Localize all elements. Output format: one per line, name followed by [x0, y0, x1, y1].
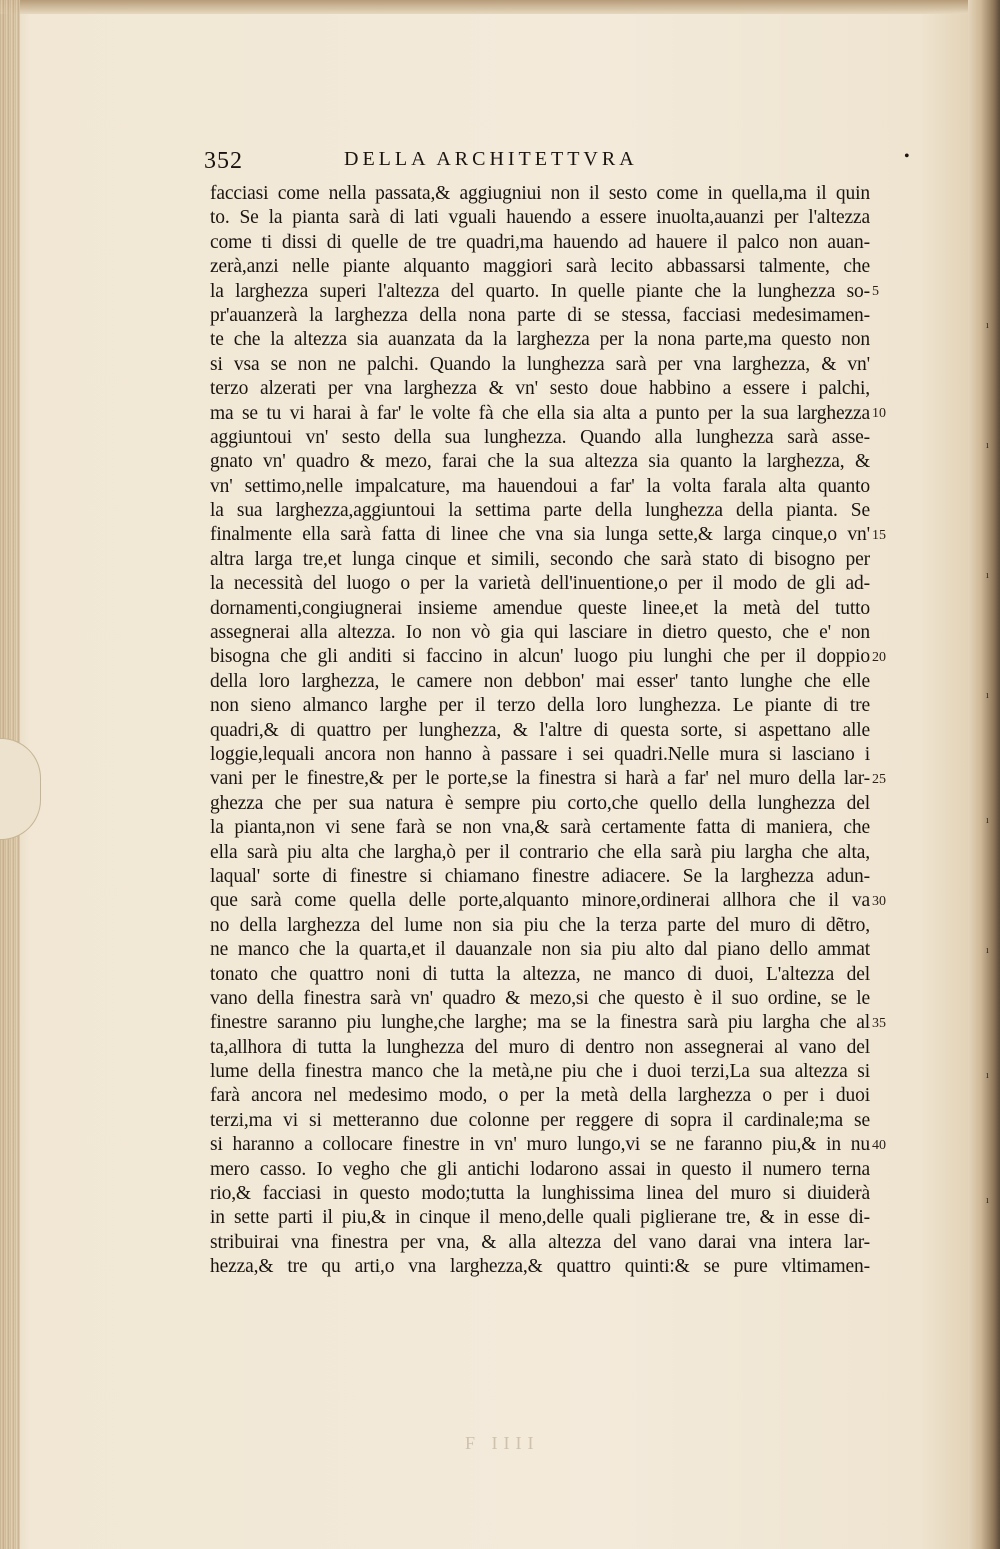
line-number: 40: [872, 1137, 886, 1153]
text-line: vani per le finestre,& per le porte,se la finestra si harà a far' nel muro della lar-: [210, 768, 870, 790]
line-number-margin: [872, 0, 902, 1549]
text-line: della loro larghezza, le camere non debbon' mai esser' tanto lunghe che elle: [210, 670, 870, 692]
text-line: vano della finestra sarà vn' quadro & mezo,si che questo è il suo ordine, se le: [210, 987, 870, 1009]
text-line: la larghezza superi l'altezza del quarto. In quelle piante che la lunghezza so-: [210, 280, 870, 302]
line-number: 25: [872, 771, 886, 787]
text-line: la pianta,non vi sene farà se non vna,& sarà certamente fatta di maniera, che: [210, 817, 870, 839]
text-line: stribuirai vna finestra per vna, & alla altezza del vano darai vna intera lar-: [210, 1231, 870, 1253]
text-line: non sieno almanco larghe per il terzo della loro lunghezza. Le piante di tre: [210, 695, 870, 717]
text-line: finestre saranno piu lunghe,che larghe; ma se la finestra sarà piu largha che al: [210, 1012, 870, 1034]
text-line: si vsa se non ne palchi. Quando la lunghezza sarà per vna larghezza, & vn': [210, 353, 870, 375]
line-number: 35: [872, 1015, 886, 1031]
printed-page: [180, 140, 910, 1453]
edge-mark: ı: [986, 570, 989, 581]
text-line: hezza,& tre qu arti,o vna larghezza,& quattro quinti:& se pure vltimamen-: [210, 1256, 870, 1278]
text-line: in sette parti il piu,& in cinque il meno,delle quali piglierane tre, & in esse di-: [210, 1207, 870, 1229]
edge-mark: ı: [986, 320, 989, 331]
text-line: que sarà come quella delle porte,alquanto minore,ordinerai allhora che il va: [210, 890, 870, 912]
text-line: loggie,lequali ancora non hanno à passare i sei quadri.Nelle mura si lasciano i: [210, 743, 870, 765]
edge-mark: ı: [986, 440, 989, 451]
text-line: finalmente ella sarà fatta di linee che vna sia lunga sette,& larga cinque,o vn': [210, 524, 870, 546]
page-top-edge: [0, 0, 1000, 14]
signature-mark: F IIII: [465, 1433, 540, 1453]
body-text: [210, 182, 870, 1280]
text-line: terzo alzerati per vna larghezza & vn' sesto doue habbino a essere i palchi,: [210, 378, 870, 400]
text-line: quadri,& di quattro per lunghezza, & l'altre di questa sorte, si aspettano alle: [210, 719, 870, 741]
right-edge-marks: [984, 0, 1000, 1549]
page-header: [204, 148, 910, 176]
text-line: ma se tu vi harai à far' le volte fà che ella sia alta a punto per la sua larghezza: [210, 402, 870, 424]
text-line: farà ancora nel medesimo modo, o per la metà della larghezza o per i duoi: [210, 1085, 870, 1107]
header-mark: •: [904, 148, 910, 165]
edge-mark: ı: [986, 1070, 989, 1081]
text-line: pr'auanzerà la larghezza della nona parte di se stessa, facciasi medesimamen-: [210, 304, 870, 326]
text-line: no della larghezza del lume non sia piu che la terza parte del muro di dẽtro,: [210, 914, 870, 936]
text-line: altra larga tre,et lunga cinque et simili, secondo che sarà stato di bisogno per: [210, 548, 870, 570]
text-line: dornamenti,congiugnerai insieme amendue queste linee,et la metà del tutto: [210, 597, 870, 619]
edge-mark: ı: [986, 1195, 989, 1206]
text-line: ta,allhora di tutta la lunghezza del muro di dentro non assegnerai al vano del: [210, 1036, 870, 1058]
text-line: ne manco che la quarta,et il dauanzale non sia piu alto dal piano dello ammat: [210, 939, 870, 961]
page-number: 352: [204, 148, 243, 174]
text-line: laqual' sorte di finestre si chiamano finestre adiacere. Se la larghezza adun-: [210, 865, 870, 887]
text-line: aggiuntoui vn' sesto della sua lunghezza. Quando alla lunghezza sarà asse-: [210, 426, 870, 448]
page-tab: [0, 738, 41, 840]
edge-mark: ı: [986, 945, 989, 956]
text-line: zerà,anzi nelle piante alquanto maggiori sarà lecito abbassarsi talmente, che: [210, 256, 870, 278]
text-line: ghezza che per sua natura è sempre piu corto,che quello della lunghezza del: [210, 792, 870, 814]
text-line: mero casso. Io vegho che gli antichi lodarono assai in questo il numero terna: [210, 1158, 870, 1180]
text-line: ella sarà piu alta che largha,ò per il contrario che ella sarà piu largha che alta,: [210, 841, 870, 863]
text-line: rio,& facciasi in questo modo;tutta la lunghissima linea del muro si diuiderà: [210, 1183, 870, 1205]
text-line: terzi,ma vi si metteranno due colonne per reggere di sopra il cardinale;ma se: [210, 1109, 870, 1131]
edge-mark: ı: [986, 690, 989, 701]
text-line: te che la altezza sia auanzata da la larghezza per la nona parte,ma questo non: [210, 329, 870, 351]
text-line: bisogna che gli anditi si faccino in alcun' luogo piu lunghi che per il doppio: [210, 646, 870, 668]
text-line: si haranno a collocare finestre in vn' muro lungo,vi se ne faranno piu,& in nu: [210, 1134, 870, 1156]
text-line: gnato vn' quadro & mezo, farai che la sua altezza sia quanto la larghezza, &: [210, 451, 870, 473]
text-line: la necessità del luogo o per la varietà dell'inuentione,o per il modo de gli ad-: [210, 573, 870, 595]
line-number: 15: [872, 527, 886, 543]
line-number: 30: [872, 893, 886, 909]
line-number: 20: [872, 649, 886, 665]
text-line: tonato che quattro noni di tutta la altezza, ne manco di duoi, L'altezza del: [210, 963, 870, 985]
edge-mark: ı: [986, 815, 989, 826]
running-head: DELLA ARCHITETTVRA: [344, 148, 638, 170]
text-line: to. Se la pianta sarà di lati vguali hauendo a essere inuolta,auanzi per l'altezza: [210, 207, 870, 229]
text-line: assegnerai alla altezza. Io non vò gia qui lasciare in dietro questo, che e' non: [210, 622, 870, 644]
text-line: come ti dissi di quelle de tre quadri,ma hauendo ad hauere il palco non auan-: [210, 231, 870, 253]
text-line: facciasi come nella passata,& aggiugniui non il sesto come in quella,ma il quin: [210, 183, 870, 204]
text-line: la sua larghezza,aggiuntoui la settima parte della lunghezza della pianta. Se: [210, 500, 870, 522]
text-line: lume della finestra manco che la metà,ne piu che i duoi terzi,La sua altezza si: [210, 1061, 870, 1083]
line-number: 5: [872, 283, 879, 299]
text-line: vn' settimo,nelle impalcature, ma hauendoui a far' la volta farala alta quanto: [210, 475, 870, 497]
line-number: 10: [872, 405, 886, 421]
